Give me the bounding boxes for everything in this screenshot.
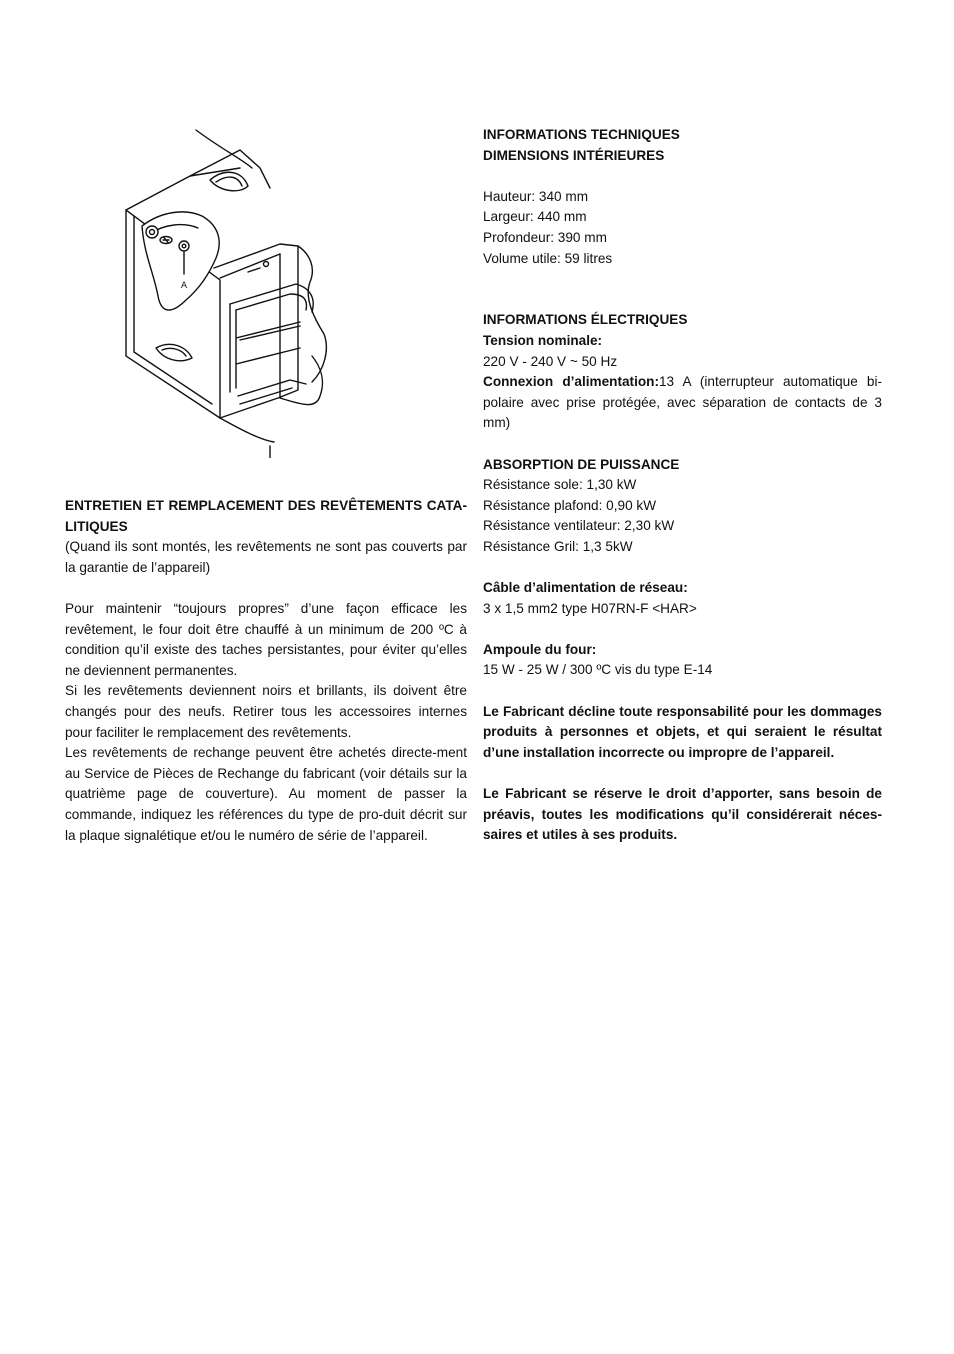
- maintenance-paragraph-2: Si les revêtements deviennent noirs et brillants, ils doivent être changés pour des neufs. Retirer tous les accessoires internes pour faciliter le remplacement des revêtements.: [65, 683, 467, 740]
- bottom-element-power: Résistance sole: 1,30 kW: [483, 477, 637, 493]
- dimension-width: Largeur: 440 mm: [483, 209, 587, 225]
- supply-cable-value: 3 x 1,5 mm2 type H07RN-F <HAR>: [483, 600, 697, 616]
- grill-element-power: Résistance Gril: 1,3 5kW: [483, 538, 633, 554]
- oven-catalytic-panel-illustration: [120, 128, 330, 458]
- nominal-voltage-label: Tension nominale:: [483, 332, 603, 348]
- power-connection-label: Connexion d’alimentation:: [483, 374, 659, 390]
- electrical-info-heading: INFORMATIONS ÉLECTRIQUES: [483, 312, 688, 328]
- maintenance-paragraph-1: Pour maintenir “toujours propres” d’une façon efficace les revêtement, le four doit être chauffé à un minimum de 200 ºC à condition qu’il existe des taches persistantes, pour éviter qu’elles ne deviennent permanentes.: [65, 600, 467, 678]
- figure-label-a: A: [181, 280, 188, 290]
- modification-rights-notice: Le Fabricant se réserve le droit d’apporter, sans besoin de préavis, toutes les modifications qu’il considérerait néces-saires et utiles à ses produits.: [483, 786, 882, 843]
- left-column: [65, 496, 467, 846]
- warranty-note: (Quand ils sont montés, les revêtements ne sont pas couverts par la garantie de l’appareil): [65, 539, 467, 575]
- maintenance-paragraph-3: Les revêtements de rechange peuvent être achetés directe-ment au Service de Pièces de Rechange du fabricant (voir détails sur la quatrième page de couverture). Au moment de passer la commande, indiquez les références du type de pro-duit décrit sur la plaque signalétique et/ou le numéro de série de l’appareil.: [65, 745, 467, 843]
- technical-info-heading: INFORMATIONS TECHNIQUES: [483, 127, 680, 142]
- right-column: [483, 125, 882, 846]
- dimension-depth: Profondeur: 390 mm: [483, 229, 607, 245]
- catalytic-maintenance-heading: ENTRETIEN ET REMPLACEMENT DES REVÊTEMENTS CATA-LITIQUES: [65, 498, 467, 534]
- power-absorption-heading: ABSORPTION DE PUISSANCE: [483, 456, 680, 472]
- oven-lamp-value: 15 W - 25 W / 300 ºC vis du type E-14: [483, 662, 713, 678]
- dimension-height: Hauteur: 340 mm: [483, 188, 589, 204]
- power-connection: [483, 372, 882, 434]
- top-element-power: Résistance plafond: 0,90 kW: [483, 497, 657, 513]
- liability-disclaimer: Le Fabricant décline toute responsabilité pour les dommages produits à personnes et objets, et qui seraient le résultat d’une installation incorrecte ou impropre de l’appareil.: [483, 703, 882, 760]
- oven-lamp-label: Ampoule du four:: [483, 641, 597, 657]
- power-connection-value: 13 A (interrupteur automatique bi-polaire avec prise protégée, avec séparation de contacts de 3 mm): [483, 374, 882, 431]
- nominal-voltage-value: 220 V - 240 V ~ 50 Hz: [483, 353, 618, 369]
- fan-element-power: Résistance ventilateur: 2,30 kW: [483, 518, 675, 534]
- dimension-volume: Volume utile: 59 litres: [483, 250, 613, 266]
- supply-cable-label: Câble d’alimentation de réseau:: [483, 580, 688, 596]
- interior-dimensions-heading: DIMENSIONS INTÉRIEURES: [483, 147, 665, 163]
